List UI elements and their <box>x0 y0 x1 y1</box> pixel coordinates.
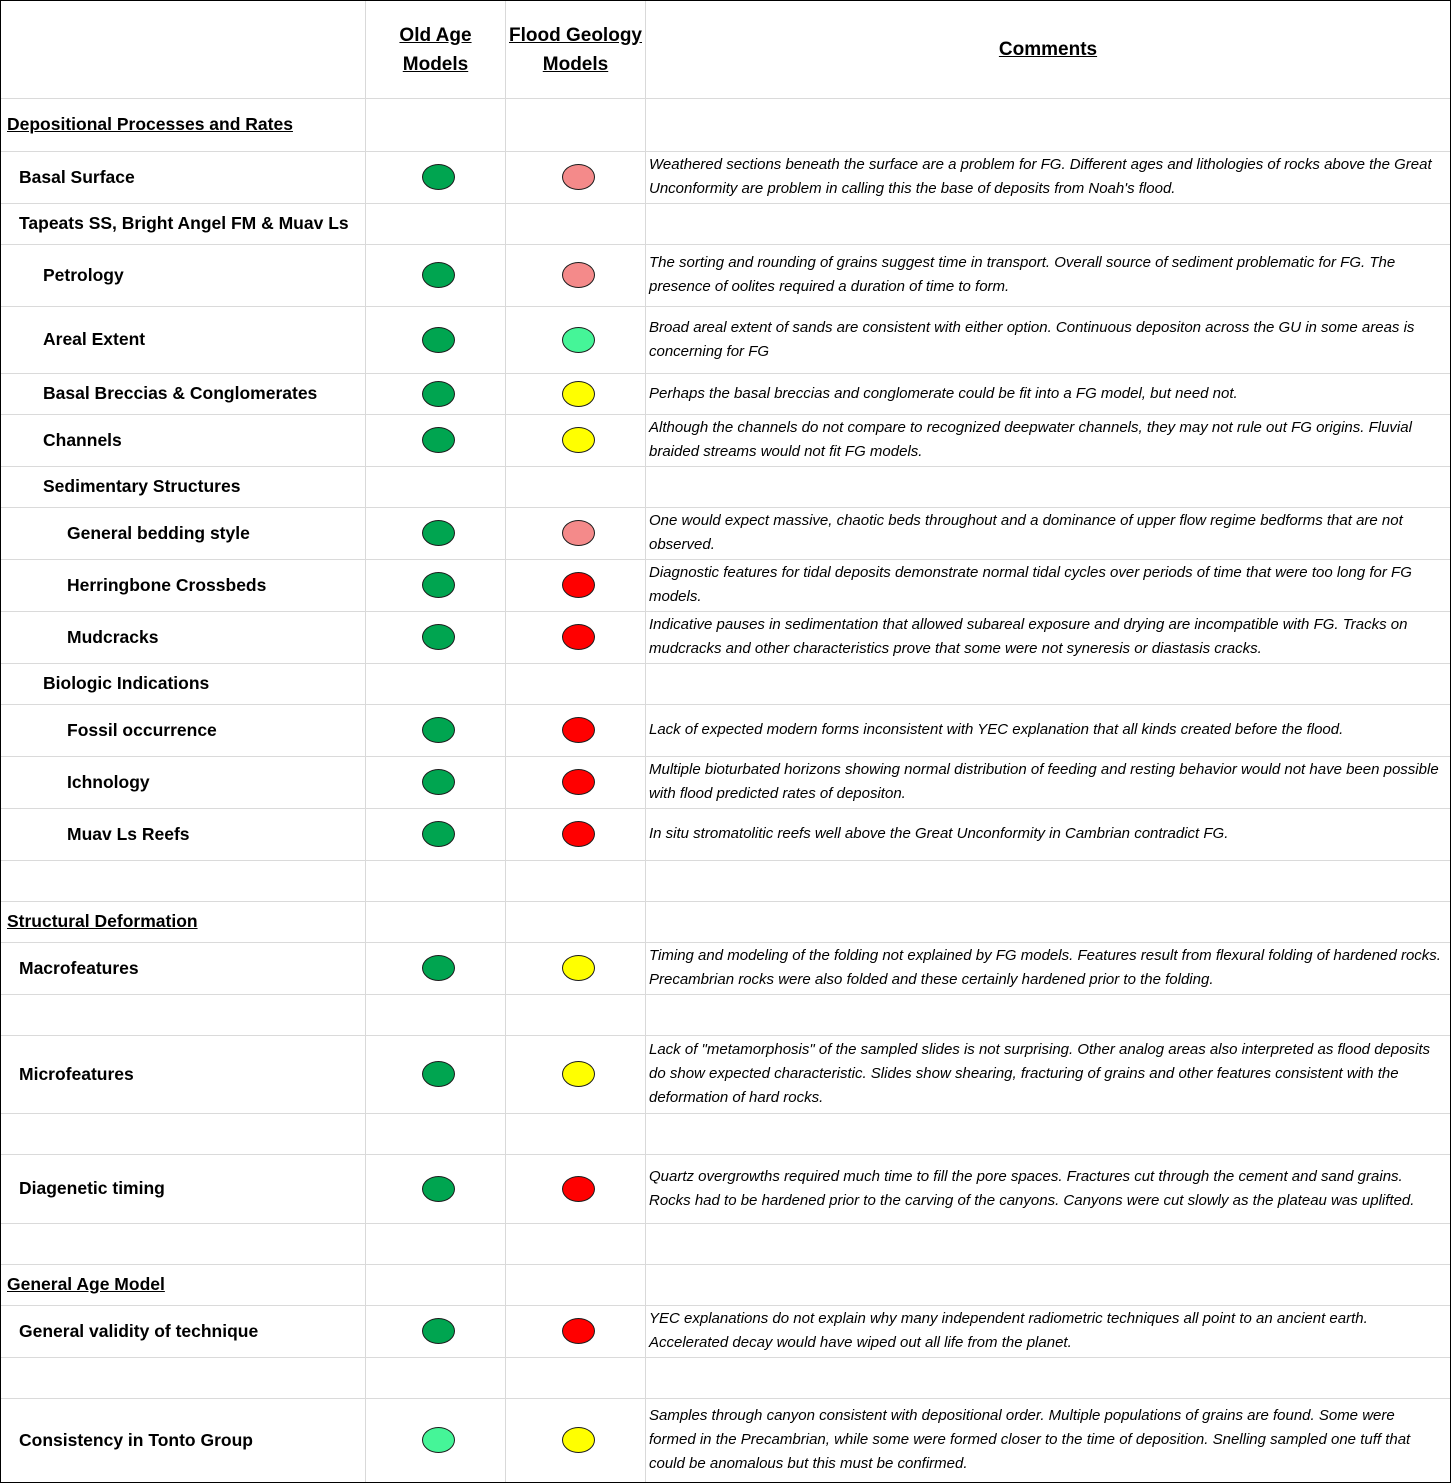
row-comment: Indicative pauses in sedimentation that allowed subareal exposure and drying are incompatible with FG. Tracks on mudcracks and other characteristics prove that some were not syneresis or diastasis cracks. <box>649 616 1408 657</box>
row-comment: YEC explanations do not explain why many independent radiometric techniques all point to an ancient earth. Accelerated decay would have wiped out all life from the planet. <box>649 1310 1368 1351</box>
table-row <box>1 559 1450 612</box>
old-age-rating-indicator <box>422 717 455 743</box>
row-comment: Broad areal extent of sands are consistent with either option. Continuous depositon across the GU in some areas is concerning for FG <box>649 318 1415 360</box>
flood-geology-rating-indicator <box>562 381 595 407</box>
flood-geology-rating-indicator <box>562 1427 595 1453</box>
old-age-rating-indicator <box>422 164 455 190</box>
row-comment: Lack of "metamorphosis" of the sampled slides is not surprising. Other analog areas also interpreted as flood deposits do show expected characteristic. Slides show shearing, fracturing of grains and other features consistent with the deformation of hard rocks. <box>649 1041 1431 1106</box>
old-age-rating-indicator <box>422 520 455 546</box>
flood-geology-rating-indicator <box>562 572 595 598</box>
section-row <box>1 98 1450 152</box>
old-age-rating-indicator <box>422 1061 455 1087</box>
flood-geology-rating-indicator <box>562 1318 595 1344</box>
table-row <box>1 611 1450 664</box>
old-age-rating-indicator <box>422 327 455 353</box>
row-comment: Perhaps the basal breccias and conglomerate could be fit into a FG model, but need not. <box>649 384 1238 402</box>
row-comment: Lack of expected modern forms inconsistent with YEC explanation that all kinds created before the flood. <box>649 721 1344 738</box>
old-age-rating-indicator <box>422 381 455 407</box>
old-age-rating-indicator <box>422 955 455 981</box>
old-age-rating-indicator <box>422 572 455 598</box>
flood-geology-rating-indicator <box>562 955 595 981</box>
section-title: Structural Deformation <box>7 911 198 931</box>
row-label: Tapeats SS, Bright Angel FM & Muav Ls <box>19 213 349 233</box>
row-comment: Quartz overgrowths required much time to fill the pore spaces. Fractures cut through the cement and sand grains. Rocks had to be hardened prior to the carving of the canyons. Canyons were cut slowly as the plateau was uplifted. <box>649 1167 1415 1209</box>
row-label: Mudcracks <box>67 626 159 647</box>
table-row <box>1 151 1450 204</box>
row-label: General validity of technique <box>19 1320 259 1341</box>
table-row <box>1 756 1450 809</box>
flood-geology-rating-indicator <box>562 769 595 795</box>
section-row <box>1 901 1450 943</box>
table-row <box>1 860 1450 902</box>
table-row <box>1 507 1450 560</box>
row-label <box>1 860 379 901</box>
flood-geology-rating-indicator <box>562 624 595 650</box>
row-label <box>1 1357 379 1398</box>
row-comment: Although the channels do not compare to recognized deepwater channels, they may not rule out FG origins. Fluvial braided streams would not fit FG models. <box>649 419 1412 460</box>
flood-geology-rating-indicator <box>562 717 595 743</box>
table-row <box>1 1305 1450 1358</box>
row-comment: Diagnostic features for tidal deposits demonstrate normal tidal cycles over periods of time that were too long for FG models. <box>649 564 1412 605</box>
table-row <box>1 466 1450 508</box>
row-comment: The sorting and rounding of grains suggest time in transport. Overall source of sediment problematic for FG. The presence of oolites required a duration of time to form. <box>649 254 1396 295</box>
table-row <box>1 663 1450 705</box>
row-label <box>1 1223 379 1264</box>
table-row <box>1 373 1450 415</box>
section-title: General Age Model <box>7 1274 165 1294</box>
flood-geology-models-header: Flood Geology Models <box>509 24 642 75</box>
table-row <box>1 244 1450 307</box>
row-label <box>1 994 379 1035</box>
flood-geology-rating-indicator <box>562 262 595 288</box>
flood-geology-rating-indicator <box>562 427 595 453</box>
old-age-rating-indicator <box>422 1176 455 1202</box>
flood-geology-rating-indicator <box>562 164 595 190</box>
old-age-rating-indicator <box>422 624 455 650</box>
table-row <box>1 1357 1450 1399</box>
section-title: Depositional Processes and Rates <box>7 114 293 134</box>
table-row <box>1 1398 1450 1483</box>
table-row <box>1 1035 1450 1114</box>
row-comment: Multiple bioturbated horizons showing normal distribution of feeding and resting behavior would not have been possible with flood predicted rates of depositon. <box>649 761 1439 802</box>
row-label: Sedimentary Structures <box>43 476 241 496</box>
row-label: Basal Breccias & Conglomerates <box>43 383 318 403</box>
table-row <box>1 994 1450 1036</box>
row-label: Basal Surface <box>19 166 135 187</box>
row-label: Fossil occurrence <box>67 719 217 740</box>
table-row <box>1 942 1450 995</box>
row-label: General bedding style <box>67 522 250 543</box>
table-row <box>1 1154 1450 1224</box>
row-label: Channels <box>43 429 122 450</box>
row-label: Muav Ls Reefs <box>67 823 190 844</box>
row-comment: In situ stromatolitic reefs well above the Great Unconformity in Cambrian contradict FG. <box>649 825 1229 842</box>
flood-geology-rating-indicator <box>562 327 595 353</box>
row-comment: Weathered sections beneath the surface are a problem for FG. Different ages and lithologies of rocks above the Great Unconformity are problem in calling this the base of deposits from Noah's flood. <box>649 156 1432 197</box>
section-row <box>1 1264 1450 1306</box>
old-age-rating-indicator <box>422 1318 455 1344</box>
row-label: Diagenetic timing <box>19 1178 165 1198</box>
flood-geology-rating-indicator <box>562 821 595 847</box>
table-row <box>1 808 1450 861</box>
row-label: Ichnology <box>67 771 150 792</box>
old-age-rating-indicator <box>422 821 455 847</box>
row-label: Areal Extent <box>43 329 146 349</box>
row-label: Microfeatures <box>19 1063 134 1084</box>
row-label: Biologic Indications <box>43 673 210 693</box>
flood-geology-rating-indicator <box>562 1061 595 1087</box>
row-label: Macrofeatures <box>19 957 139 978</box>
row-label: Petrology <box>43 264 124 285</box>
table-row <box>1 414 1450 467</box>
row-comment: One would expect massive, chaotic beds throughout and a dominance of upper flow regime bedforms that are not observed. <box>649 512 1403 553</box>
old-age-rating-indicator <box>422 427 455 453</box>
table-row <box>1 306 1450 374</box>
table-row <box>1 1223 1450 1265</box>
old-age-rating-indicator <box>422 1427 455 1453</box>
old-age-rating-indicator <box>422 262 455 288</box>
row-label: Consistency in Tonto Group <box>19 1429 253 1450</box>
flood-geology-rating-indicator <box>562 1176 595 1202</box>
row-comment: Samples through canyon consistent with depositional order. Multiple populations of grains are found. Some were formed in the Precambrian, while some were formed closer to the time of deposition. Snelling sampled one tuff that could be anomalous but this must be confirmed. <box>649 1407 1411 1472</box>
old-age-models-header: Old Age Models <box>399 24 472 75</box>
old-age-rating-indicator <box>422 769 455 795</box>
row-label: Herringbone Crossbeds <box>67 574 267 595</box>
table-row <box>1 203 1450 245</box>
table-row <box>1 704 1450 757</box>
row-label <box>1 1113 379 1154</box>
table-row <box>1 1113 1450 1155</box>
comments-header: Comments <box>998 39 1098 60</box>
flood-geology-rating-indicator <box>562 520 595 546</box>
row-comment: Timing and modeling of the folding not explained by FG models. Features result from flexural folding of hardened rocks. Precambrian rocks were also folded and these certainly hardened prior to the folding. <box>649 947 1441 988</box>
